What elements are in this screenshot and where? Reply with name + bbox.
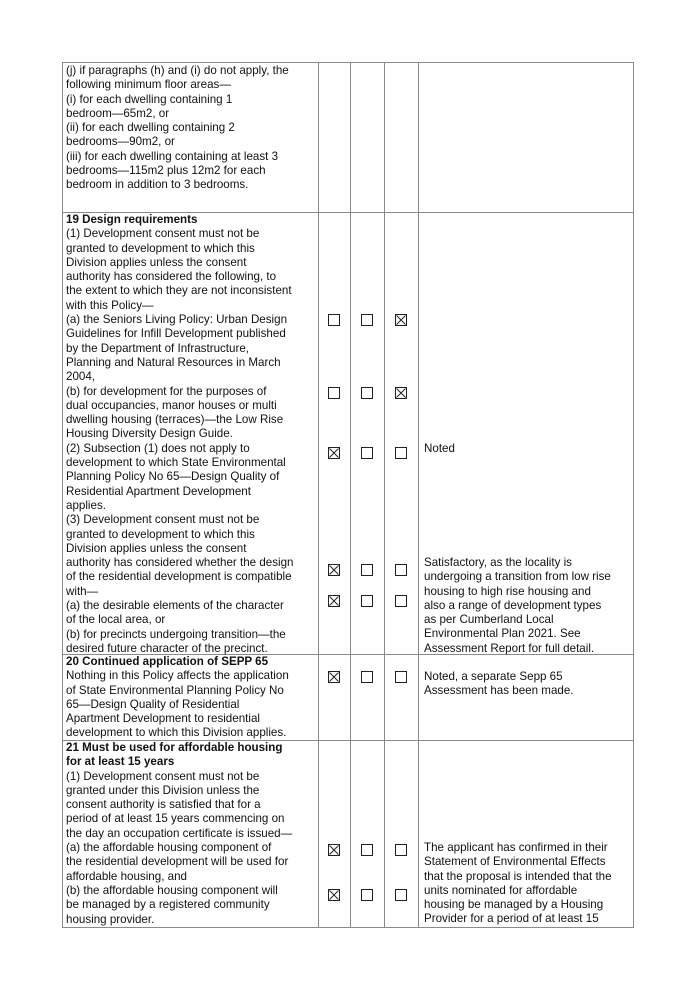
comment-line: The applicant has confirmed in their	[424, 841, 608, 854]
cross-icon	[329, 672, 339, 682]
row-20-text	[66, 655, 316, 741]
text-line: the day an occupation certificate is issued—	[66, 826, 293, 840]
comment-line: housing to high rise housing and	[424, 584, 591, 598]
text-line: (3) Development consent must not be	[66, 513, 260, 527]
text-line: Division applies unless the consent	[66, 541, 247, 555]
text-line: of the local area, or	[66, 613, 166, 627]
text-line: bedroom—65m2, or	[66, 106, 170, 120]
text-line: applies.	[66, 498, 106, 512]
comment-20	[424, 670, 632, 699]
comment-21	[424, 841, 632, 927]
text-line: (a) the Seniors Living Policy: Urban Design	[66, 313, 288, 327]
text-line: (ii) for each dwelling containing 2	[66, 121, 235, 135]
text-line: Housing Diversity Design Guide.	[66, 427, 233, 441]
text-line: 2004,	[66, 370, 96, 384]
text-line: bedroom in addition to 3 bedrooms.	[66, 178, 249, 192]
comment-line: also a range of development types	[424, 598, 602, 612]
column-divider	[350, 62, 351, 928]
compliance-table	[62, 62, 634, 928]
text-line: Residential Apartment Development	[66, 484, 251, 498]
table-border-top	[62, 62, 634, 63]
comment-line: housing be managed by a Housing	[424, 898, 604, 912]
text-line: Planning and Natural Resources in March	[66, 355, 281, 369]
text-line: consent authority is satisfied that for a	[66, 798, 261, 812]
checkbox-yes[interactable]	[328, 314, 340, 326]
checkbox-na-checked[interactable]	[395, 314, 407, 326]
text-line: (1) Development consent must not be	[66, 227, 260, 241]
text-line: development to which this Division applies.	[66, 726, 287, 740]
text-line: period of at least 15 years commencing on	[66, 812, 285, 826]
checkbox-yes-checked[interactable]	[328, 564, 340, 576]
comment-line: Statement of Environmental Effects	[424, 855, 606, 869]
checkbox-no[interactable]	[361, 447, 373, 459]
checkbox-na[interactable]	[395, 844, 407, 856]
comment-line: undergoing a transition from low rise	[424, 570, 611, 584]
text-line: affordable housing, and	[66, 869, 187, 883]
cross-icon	[329, 448, 339, 458]
table-border-left	[62, 62, 63, 928]
comment-line: Noted, a separate Sepp 65	[424, 670, 563, 683]
checkbox-na-checked[interactable]	[395, 387, 407, 399]
section-heading: 19 Design requirements	[66, 213, 198, 226]
text-line: the residential development will be used for	[66, 855, 289, 869]
checkbox-yes-checked[interactable]	[328, 595, 340, 607]
text-line: (b) for development for the purposes of	[66, 384, 267, 398]
column-divider	[318, 62, 319, 928]
text-line: (2) Subsection (1) does not apply to	[66, 441, 250, 455]
cross-icon	[329, 565, 339, 575]
text-line: of State Environmental Planning Policy No	[66, 683, 284, 697]
checkbox-no[interactable]	[361, 844, 373, 856]
text-line: Division applies unless the consent	[66, 255, 247, 269]
row-19-text	[66, 213, 316, 656]
section-heading: 21 Must be used for affordable housing	[66, 741, 283, 754]
cross-icon	[396, 315, 406, 325]
comment-line: Assessment has been made.	[424, 684, 574, 698]
column-divider	[418, 62, 419, 928]
table-border-bottom	[62, 927, 634, 928]
text-line: (b) the affordable housing component will	[66, 883, 278, 897]
checkbox-na[interactable]	[395, 564, 407, 576]
checkbox-no[interactable]	[361, 595, 373, 607]
text-line: granted to development to which this	[66, 527, 255, 541]
checkbox-yes-checked[interactable]	[328, 671, 340, 683]
text-line: granted under this Division unless the	[66, 783, 260, 797]
checkbox-na[interactable]	[395, 447, 407, 459]
text-line: (b) for precincts undergoing transition—the	[66, 627, 286, 641]
comment-line: Provider for a period of at least 15	[424, 912, 599, 926]
column-divider	[384, 62, 385, 928]
text-line: housing provider.	[66, 912, 155, 926]
checkbox-no[interactable]	[361, 671, 373, 683]
text-line: authority has considered the following, to	[66, 270, 277, 284]
comment-line: Noted	[424, 442, 455, 455]
checkbox-yes-checked[interactable]	[328, 889, 340, 901]
checkbox-yes[interactable]	[328, 387, 340, 399]
comment-line: Satisfactory, as the locality is	[424, 556, 572, 569]
checkbox-na[interactable]	[395, 671, 407, 683]
text-line: be managed by a registered community	[66, 898, 270, 912]
text-line: (1) Development consent must not be	[66, 769, 260, 783]
text-line: dwelling housing (terraces)—the Low Rise	[66, 413, 284, 427]
comment-line: as per Cumberland Local	[424, 613, 554, 627]
table-border-right	[633, 62, 634, 928]
text-line: development to which State Environmental	[66, 456, 286, 470]
checkbox-no[interactable]	[361, 564, 373, 576]
comment-line: Assessment Report for full detail.	[424, 641, 595, 655]
text-line: Apartment Development to residential	[66, 712, 260, 726]
text-line: (iii) for each dwelling containing at least 3	[66, 149, 279, 163]
comment-line: Environmental Plan 2021. See	[424, 627, 581, 641]
text-line: authority has considered whether the design	[66, 556, 294, 570]
checkbox-yes-checked[interactable]	[328, 447, 340, 459]
section-heading: for at least 15 years	[66, 755, 175, 769]
text-line: with this Policy—	[66, 298, 154, 312]
checkbox-no[interactable]	[361, 314, 373, 326]
row-j-text	[66, 64, 316, 193]
text-line: Planning Policy No 65—Design Quality of	[66, 470, 280, 484]
text-line: desired future character of the precinct.	[66, 641, 268, 655]
cross-icon	[329, 596, 339, 606]
comment-19-2	[424, 442, 632, 456]
comment-line: units nominated for affordable	[424, 883, 578, 897]
checkbox-no[interactable]	[361, 387, 373, 399]
section-heading: 20 Continued application of SEPP 65	[66, 655, 269, 668]
cross-icon	[329, 890, 339, 900]
text-line: following minimum floor areas—	[66, 78, 231, 92]
cross-icon	[329, 845, 339, 855]
text-line: Guidelines for Infill Development published	[66, 327, 286, 341]
comment-19-3	[424, 556, 632, 656]
text-line: dual occupancies, manor houses or multi	[66, 398, 277, 412]
text-line: bedrooms—90m2, or	[66, 135, 175, 149]
cross-icon	[396, 388, 406, 398]
text-line: (i) for each dwelling containing 1	[66, 92, 233, 106]
checkbox-no[interactable]	[361, 889, 373, 901]
checkbox-na[interactable]	[395, 889, 407, 901]
text-line: (j) if paragraphs (h) and (i) do not apply, the	[66, 64, 289, 77]
text-line: (a) the desirable elements of the character	[66, 599, 284, 613]
text-line: (a) the affordable housing component of	[66, 841, 272, 855]
row-21-text	[66, 741, 316, 927]
checkbox-yes-checked[interactable]	[328, 844, 340, 856]
comment-line: that the proposal is intended that the	[424, 869, 612, 883]
text-line: of the residential development is compatible	[66, 570, 292, 584]
text-line: bedrooms—115m2 plus 12m2 for each	[66, 164, 266, 178]
text-line: granted to development to which this	[66, 241, 255, 255]
text-line: 65—Design Quality of Residential	[66, 697, 240, 711]
text-line: with—	[66, 584, 99, 598]
checkbox-na[interactable]	[395, 595, 407, 607]
text-line: the extent to which they are not inconsistent	[66, 284, 292, 298]
text-line: by the Department of Infrastructure,	[66, 341, 250, 355]
text-line: Nothing in this Policy affects the application	[66, 669, 289, 683]
